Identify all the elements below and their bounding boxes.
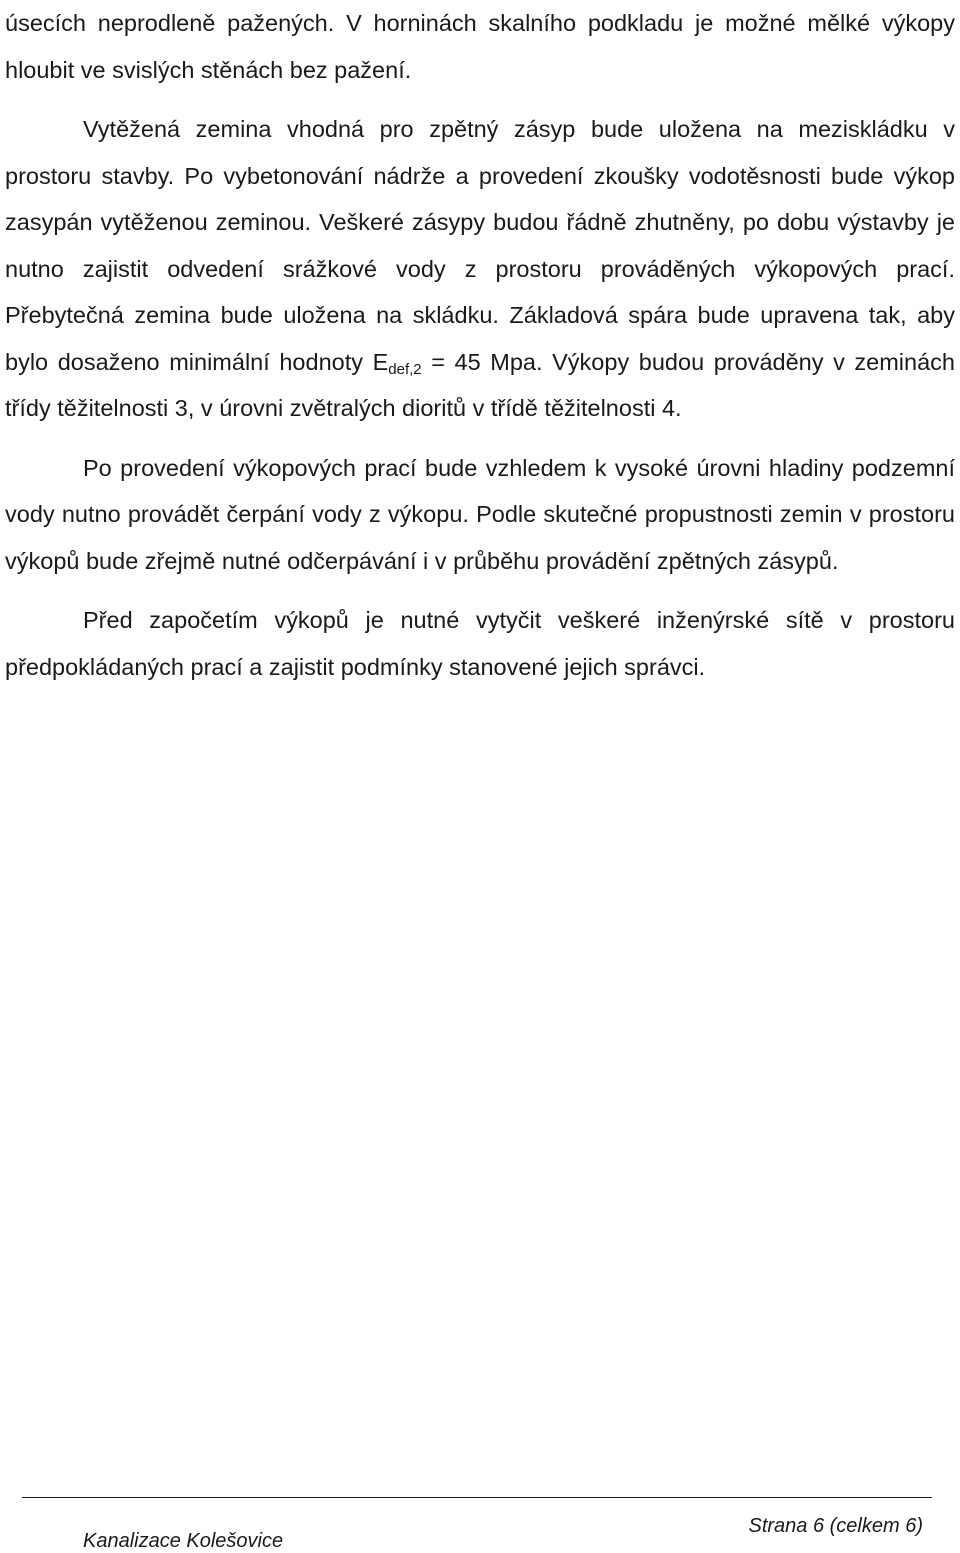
document-body xyxy=(5,0,955,690)
paragraph-2 xyxy=(5,106,955,432)
paragraph-3 xyxy=(5,445,955,585)
paragraph-2-text-end: = 45 Mpa. Výkopy budou prováděny v zeminách třídy těžitelnosti 3, v úrovni zvětralých dioritů v třídě těžitelnosti 4. xyxy=(5,348,955,421)
paragraph-3-text: Po provedení výkopových prací bude vzhledem k vysoké úrovni hladiny podzemní vody nutno provádět čerpání vody z výkopu. Podle skutečné propustnosti zemin v prostoru výkopů bude zřejmě nutné odčerpávání i v průběhu provádění zpětných zásypů. xyxy=(5,454,955,574)
paragraph-4 xyxy=(5,597,955,690)
paragraph-2-text-start: Vytěžená zemina vhodná pro zpětný zásyp bude uložena na meziskládku v prostoru stavby. Po vybetonování nádrže a provedení zkoušky vodotěsnosti bude výkop zasypán vytěženou zeminou. Veškeré zásypy budou řádně zhutněny, po dobu výstavby je nutno zajistit odvedení srážkové vody z prostoru prováděných výkopových prací. Přebytečná zemina bude uložena na skládku. Základová spára bude upravena tak, aby bylo dosaženo minimální hodnoty E xyxy=(5,116,955,375)
subscript-def2: def,2 xyxy=(388,360,422,378)
paragraph-4-text: Před započetím výkopů je nutné vytyčit veškeré inženýrské sítě v prostoru předpokládaných prací a zajistit podmínky stanovené jejich správci. xyxy=(5,607,955,680)
footer-page-number: Strana 6 (celkem 6) xyxy=(748,1515,923,1537)
paragraph-1 xyxy=(5,0,955,93)
paragraph-1-text: úsecích neprodleně pažených. V horninách skalního podkladu je možné mělké výkopy hloubit ve svislých stěnách bez pažení. xyxy=(5,10,955,83)
footer-project-name: Kanalizace Kolešovice xyxy=(83,1530,284,1552)
footer-divider xyxy=(22,1497,932,1498)
